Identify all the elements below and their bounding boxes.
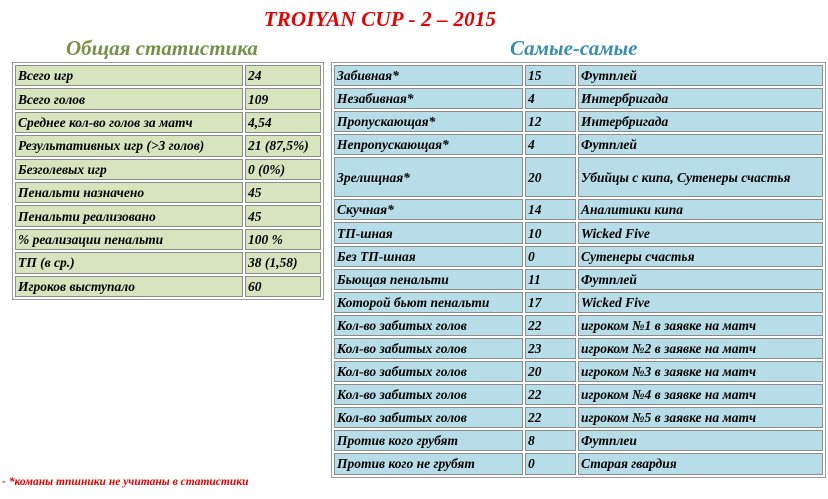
stats-value: 100 %: [245, 229, 321, 250]
best-row: [334, 292, 823, 313]
best-value: 14: [525, 199, 576, 220]
stats-row: [15, 276, 321, 297]
best-team: игроком №3 в заявке на матч: [578, 361, 823, 382]
best-category: Незабивная*: [334, 88, 523, 109]
best-of-heading: Самые-самые: [510, 36, 638, 60]
best-category: Кол-во забитых голов: [334, 361, 523, 382]
best-row: [334, 407, 823, 428]
best-row: [334, 384, 823, 405]
best-team: Wicked Five: [578, 292, 823, 313]
stats-value: 38 (1,58): [245, 252, 321, 273]
best-value: 11: [525, 269, 576, 290]
best-value: 0: [525, 453, 576, 474]
stats-label: Всего голов: [15, 88, 243, 109]
best-category: Пропускающая*: [334, 111, 523, 132]
stats-row: [15, 159, 321, 180]
stats-value: 60: [245, 276, 321, 297]
best-value: 20: [525, 361, 576, 382]
stats-row: [15, 88, 321, 109]
best-value: 0: [525, 246, 576, 267]
stats-label: Игроков выступало: [15, 276, 243, 297]
general-stats-heading: Общая статистика: [66, 36, 258, 60]
best-value: 22: [525, 407, 576, 428]
stats-row: [15, 135, 321, 156]
best-category: Зрелищная*: [334, 157, 523, 197]
best-value: 23: [525, 338, 576, 359]
best-team: Футплей: [578, 134, 823, 155]
footnote: - *команы тпшники не учитаны в статистики: [2, 476, 249, 488]
stats-label: Безголевых игр: [15, 159, 243, 180]
best-row: [334, 361, 823, 382]
best-row: [334, 134, 823, 155]
best-value: 20: [525, 157, 576, 197]
best-team: игроком №5 в заявке на матч: [578, 407, 823, 428]
stats-label: % реализации пенальти: [15, 229, 243, 250]
best-team: Wicked Five: [578, 222, 823, 243]
best-category: Кол-во забитых голов: [334, 315, 523, 336]
stats-label: Всего игр: [15, 65, 243, 86]
best-value: 22: [525, 384, 576, 405]
stats-label: Пенальти реализовано: [15, 205, 243, 226]
stats-value: 45: [245, 205, 321, 226]
best-row: [334, 88, 823, 109]
stats-value: 4,54: [245, 112, 321, 133]
best-row: [334, 157, 823, 197]
best-value: 4: [525, 88, 576, 109]
stats-value: 45: [245, 182, 321, 203]
best-category: Бьющая пенальти: [334, 269, 523, 290]
best-category: Непропускающая*: [334, 134, 523, 155]
best-category: Которой бьют пенальти: [334, 292, 523, 313]
general-stats-table: [12, 62, 324, 300]
stats-row: [15, 112, 321, 133]
best-value: 8: [525, 430, 576, 451]
best-category: Против кого не грубят: [334, 453, 523, 474]
stats-row: [15, 229, 321, 250]
best-team: Аналитики кипа: [578, 199, 823, 220]
stats-value: 0 (0%): [245, 159, 321, 180]
best-category: ТП-шная: [334, 222, 523, 243]
best-team: Старая гвардия: [578, 453, 823, 474]
best-category: Кол-во забитых голов: [334, 338, 523, 359]
best-row: [334, 246, 823, 267]
best-row: [334, 453, 823, 474]
stats-label: ТП (в ср.): [15, 252, 243, 273]
best-team: Интербригада: [578, 111, 823, 132]
best-value: 4: [525, 134, 576, 155]
stats-label: Результативных игр (>3 голов): [15, 135, 243, 156]
page-title: TROIYAN CUP - 2 – 2015: [263, 7, 497, 31]
best-category: Против кого грубят: [334, 430, 523, 451]
best-value: 15: [525, 65, 576, 86]
best-row: [334, 315, 823, 336]
stats-row: [15, 205, 321, 226]
best-team: Интербригада: [578, 88, 823, 109]
best-team: Футплей: [578, 65, 823, 86]
stats-label: Пенальти назначено: [15, 182, 243, 203]
best-value: 12: [525, 111, 576, 132]
best-row: [334, 111, 823, 132]
best-row: [334, 222, 823, 243]
best-team: Убийцы с кипа, Сутенеры счастья: [578, 157, 823, 197]
best-row: [334, 65, 823, 86]
best-category: Кол-во забитых голов: [334, 384, 523, 405]
best-row: [334, 199, 823, 220]
stats-value: 24: [245, 65, 321, 86]
best-team: игроком №1 в заявке на матч: [578, 315, 823, 336]
stats-row: [15, 65, 321, 86]
best-category: Без ТП-шная: [334, 246, 523, 267]
best-row: [334, 430, 823, 451]
best-value: 10: [525, 222, 576, 243]
best-category: Скучная*: [334, 199, 523, 220]
best-team: Футплей: [578, 269, 823, 290]
best-team: игроком №2 в заявке на матч: [578, 338, 823, 359]
best-category: Кол-во забитых голов: [334, 407, 523, 428]
best-value: 17: [525, 292, 576, 313]
stats-value: 21 (87,5%): [245, 135, 321, 156]
best-value: 22: [525, 315, 576, 336]
best-of-table: [331, 62, 826, 478]
stats-value: 109: [245, 88, 321, 109]
best-team: игроком №4 в заявке на матч: [578, 384, 823, 405]
best-team: Футплеи: [578, 430, 823, 451]
stats-label: Среднее кол-во голов за матч: [15, 112, 243, 133]
stats-row: [15, 252, 321, 273]
best-category: Забивная*: [334, 65, 523, 86]
best-row: [334, 338, 823, 359]
best-team: Сутенеры счастья: [578, 246, 823, 267]
best-row: [334, 269, 823, 290]
stats-row: [15, 182, 321, 203]
